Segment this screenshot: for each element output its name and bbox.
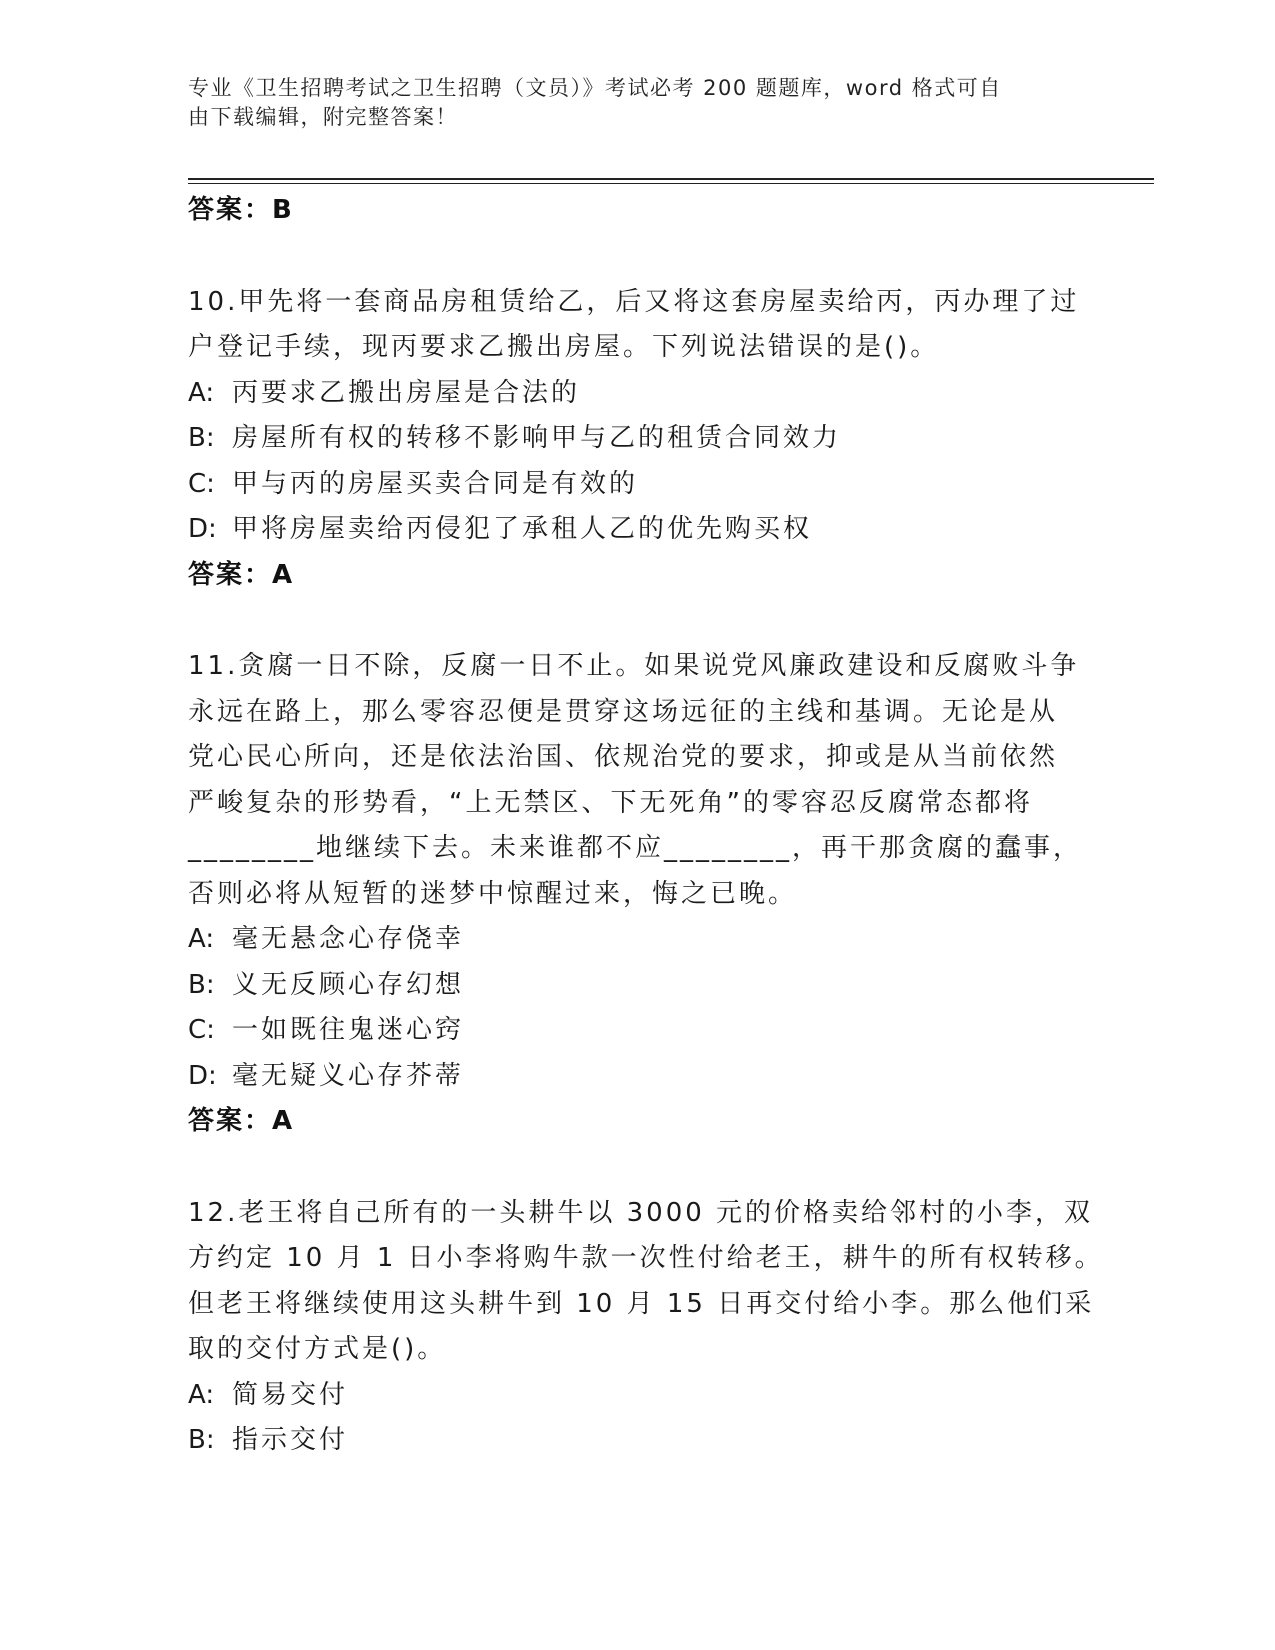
option-text: 毫无疑义心存芥蒂 [232, 1060, 465, 1091]
question-text [188, 1191, 1104, 1373]
question-line: 方约定 10 月 1 日小李将购牛款一次性付给老王，耕牛的所有权转移。 [188, 1243, 1104, 1273]
question-line: 党心民心所向，还是依法治国、依规治党的要求，抑或是从当前依然 [188, 742, 1059, 772]
question-line: 永远在路上，那么零容忍便是贯穿这场远征的主线和基调。无论是从 [188, 696, 1059, 727]
question-line: 但老王将继续使用这头耕牛到 10 月 15 日再交付给小李。那么他们采 [188, 1288, 1095, 1319]
question-line: 否则必将从短暂的迷梦中惊醒过来，悔之已晚。 [188, 878, 798, 909]
question-12 [188, 1191, 1104, 1464]
option-letter: A: [188, 1379, 215, 1410]
option-b [188, 963, 1088, 1009]
option-letter: D: [188, 514, 217, 544]
header-line-2: 由下载编辑，附完整答案！ [188, 105, 458, 129]
header-rule-thin [188, 183, 1154, 184]
spacer [188, 234, 1088, 280]
header-rule-thick [188, 178, 1154, 180]
question-text [188, 644, 1088, 917]
question-11 [188, 644, 1088, 1145]
answer: 答案：A [188, 559, 295, 590]
question-line: 取的交付方式是()。 [188, 1334, 447, 1364]
question-line: 12.老王将自己所有的一头耕牛以 3000 元的价格卖给邻村的小李，双 [188, 1197, 1094, 1228]
answer-previous: 答案：B [188, 195, 294, 225]
option-a [188, 371, 1088, 417]
header-line-1: 专业《卫生招聘考试之卫生招聘（文员）》考试必考 200 题题库，word 格式可自 [188, 76, 1002, 100]
question-10 [188, 280, 1088, 599]
answer: 答案：A [188, 1106, 295, 1136]
option-a [188, 917, 1088, 963]
option-c [188, 462, 1088, 508]
option-text: 丙要求乙搬出房屋是合法的 [232, 377, 581, 408]
option-letter: B: [188, 423, 215, 453]
option-text: 甲与丙的房屋买卖合同是有效的 [232, 468, 639, 499]
option-text: 房屋所有权的转移不影响甲与乙的租赁合同效力 [232, 423, 842, 453]
option-b [188, 416, 1088, 462]
question-line: 11.贪腐一日不除，反腐一日不止。如果说党风廉政建设和反腐败斗争 [188, 651, 1080, 681]
option-letter: C: [188, 1015, 215, 1045]
spacer [188, 598, 1088, 644]
spacer [188, 1145, 1088, 1191]
option-letter: B: [188, 1425, 215, 1455]
option-letter: A: [188, 377, 215, 408]
option-text: 甲将房屋卖给丙侵犯了承租人乙的优先购买权 [232, 514, 813, 544]
question-list [188, 188, 1104, 1464]
option-b [188, 1418, 1088, 1464]
option-text: 毫无悬念心存侥幸 [232, 924, 465, 954]
question-line: 10.甲先将一套商品房租赁给乙，后又将这套房屋卖给丙，丙办理了过 [188, 286, 1080, 317]
option-text: 简易交付 [232, 1379, 349, 1410]
question-line: 户登记手续，现丙要求乙搬出房屋。下列说法错误的是()。 [188, 332, 940, 362]
option-text: 一如既往鬼迷心窍 [232, 1015, 465, 1045]
option-text: 指示交付 [232, 1425, 349, 1455]
option-d [188, 507, 1088, 553]
option-letter: A: [188, 924, 215, 954]
question-text [188, 280, 1088, 371]
option-a [188, 1373, 1088, 1419]
question-line: 严峻复杂的形势看，“上无禁区、下无死角”的零容忍反腐常态都将 [188, 787, 1033, 818]
option-d [188, 1054, 1088, 1100]
option-text: 义无反顾心存幻想 [232, 969, 465, 1000]
question-line: ________地继续下去。未来谁都不应________，再干那贪腐的蠢事， [188, 833, 1083, 863]
option-c [188, 1008, 1088, 1054]
option-letter: B: [188, 969, 215, 1000]
option-letter: D: [188, 1060, 217, 1091]
option-letter: C: [188, 468, 215, 499]
document-header [188, 74, 1068, 132]
